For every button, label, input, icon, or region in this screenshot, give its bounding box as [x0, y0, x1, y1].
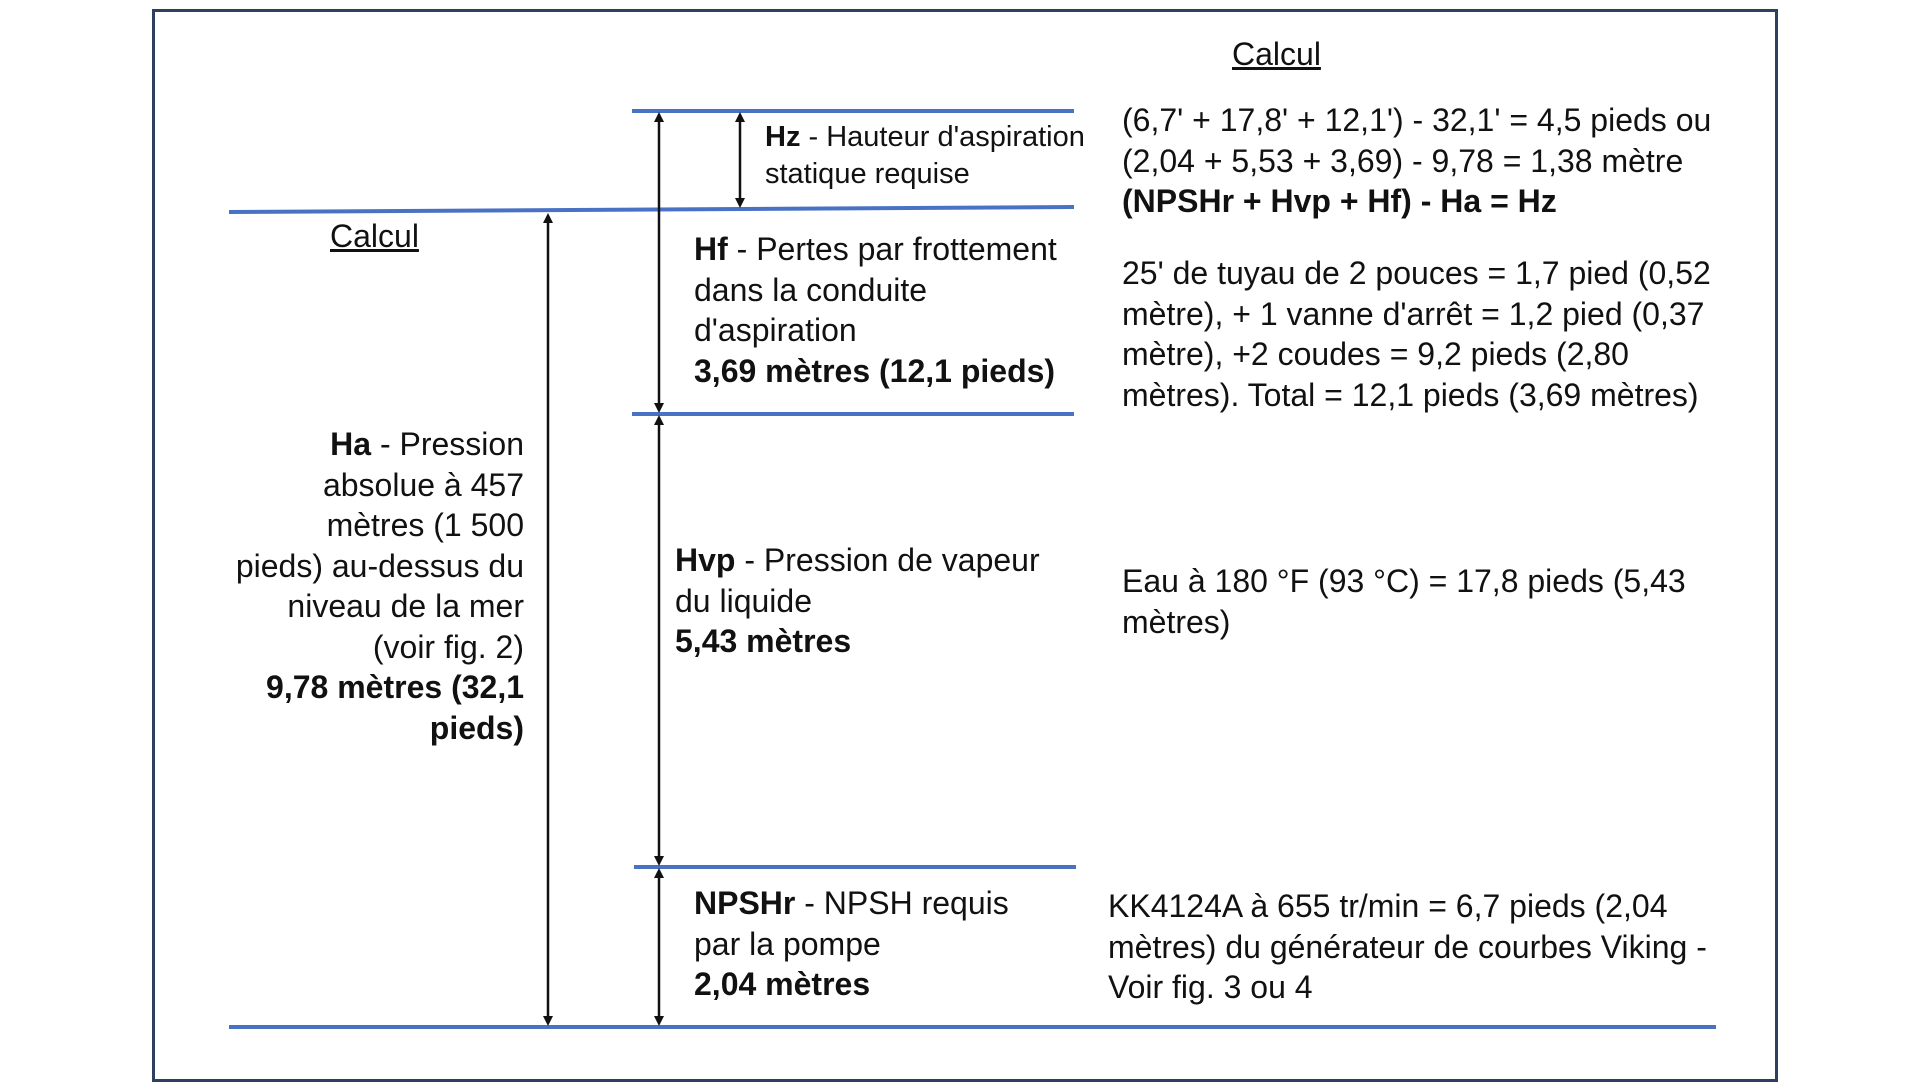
hf-label-line3: d'aspiration — [694, 312, 857, 348]
hz-abbr: Hz — [765, 121, 801, 153]
ha-abbr: Ha — [330, 426, 372, 462]
hz-label-line2: statique requise — [765, 158, 970, 190]
hvp-calc-line2: mètres) — [1122, 603, 1231, 640]
ha-label — [200, 424, 524, 748]
level-line-atmos — [229, 207, 1074, 212]
hf-abbr: Hf — [694, 231, 728, 267]
hf-calc-line3: mètre), +2 coudes = 9,2 pieds (2,80 — [1122, 336, 1629, 372]
hz-calc — [1122, 100, 1711, 222]
npshr-calc-line1: KK4124A à 655 tr/min = 6,7 pieds (2,04 — [1108, 888, 1668, 924]
hz-calc-line1: (6,7' + 17,8' + 12,1') - 32,1' = 4,5 pieds ou — [1122, 102, 1712, 138]
hz-formula: (NPSHr + Hvp + Hf) - Ha = Hz — [1122, 183, 1557, 219]
hvp-calc — [1122, 561, 1686, 642]
hf-calc-line1: 25' de tuyau de 2 pouces = 1,7 pied (0,52 — [1122, 255, 1711, 291]
hz-calc-line2: (2,04 + 5,53 + 3,69) - 9,78 = 1,38 mètre — [1122, 142, 1684, 179]
hz-label — [765, 119, 1085, 193]
npshr-calc — [1108, 886, 1707, 1008]
hvp-label-line2: du liquide — [675, 582, 812, 619]
ha-value-line1: 9,78 mètres (32,1 — [266, 669, 524, 705]
npshr-label-line2: par la pompe — [694, 925, 881, 962]
npshr-calc-line3: Voir fig. 3 ou 4 — [1108, 969, 1313, 1005]
hf-calc-line4: mètres). Total = 12,1 pieds (3,69 mètres) — [1122, 376, 1699, 413]
ha-value-line2: pieds) — [429, 709, 524, 746]
hf-label-line2: dans la conduite — [694, 271, 928, 308]
hf-value: 3,69 mètres (12,1 pieds) — [694, 352, 1056, 389]
npshr-label-line1: - NPSH requis — [795, 885, 1009, 921]
npshr-abbr: NPSHr — [694, 885, 796, 921]
hf-calc — [1122, 253, 1711, 415]
hvp-calc-line1: Eau à 180 °F (93 °C) = 17,8 pieds (5,43 — [1122, 563, 1686, 599]
hf-label-line1: - Pertes par frottement — [727, 231, 1057, 267]
hf-label — [694, 229, 1057, 391]
npshr-calc-line2: mètres) du générateur de courbes Viking - — [1108, 928, 1707, 965]
ha-label-line5: niveau de la mer — [287, 588, 524, 624]
hz-label-line1: - Hauteur d'aspiration — [800, 121, 1085, 153]
calc-heading-right: Calcul — [1232, 36, 1321, 72]
ha-label-line2: absolue à 457 — [322, 466, 524, 503]
ha-label-line1: - Pression — [371, 426, 524, 462]
ha-label-line6: (voir fig. 2) — [372, 628, 524, 665]
hvp-label-line1: - Pression de vapeur — [735, 542, 1040, 578]
hvp-value: 5,43 mètres — [675, 623, 852, 659]
hvp-label — [675, 540, 1040, 662]
npshr-value: 2,04 mètres — [694, 966, 871, 1002]
ha-label-line3: mètres (1 500 — [326, 507, 524, 543]
hvp-abbr: Hvp — [675, 542, 736, 578]
npshr-label — [694, 883, 1009, 1005]
calc-heading-left: Calcul — [330, 218, 419, 254]
ha-label-line4: pieds) au-dessus du — [235, 547, 524, 584]
hf-calc-line2: mètre), + 1 vanne d'arrêt = 1,2 pied (0,37 — [1122, 295, 1705, 332]
